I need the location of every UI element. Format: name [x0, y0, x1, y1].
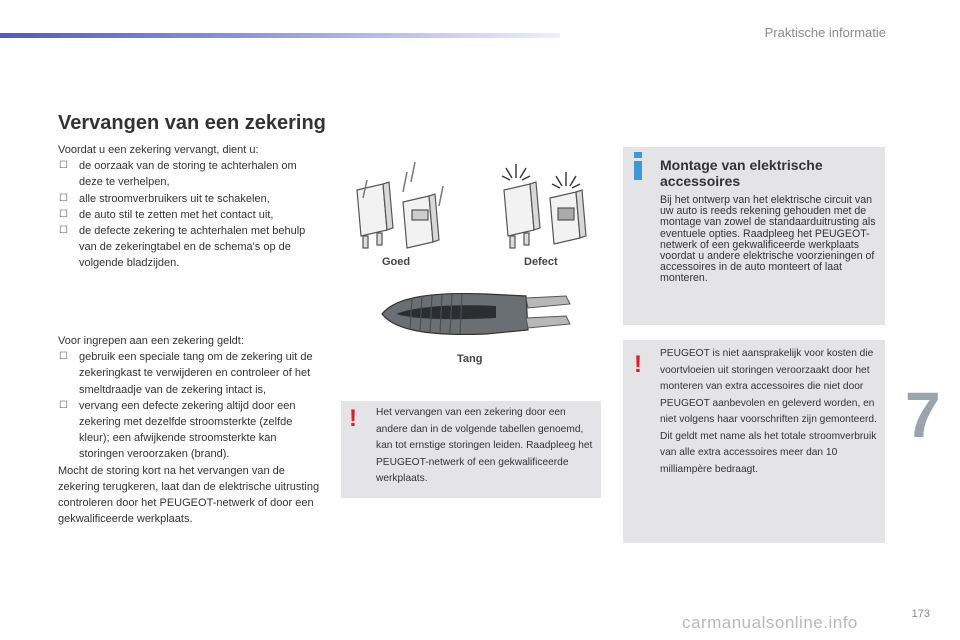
watermark: carmanualsonline.info — [682, 613, 858, 632]
intro-text: Voordat u een zekering vervangt, dient u: — [58, 144, 259, 156]
list-item: ☐ alle stroomverbruikers uit te schakelen, — [59, 192, 270, 205]
section-title: Praktische informatie — [764, 25, 886, 40]
list-item: ☐ vervang een defecte zekering altijd door een zekering met dezelfde stroomsterkte (zelfde kleur); een afwijkende stroomsterkte kan storingen veroorzaken (brand). — [59, 399, 296, 461]
intro2-text: Voor ingrepen aan een zekering geldt: — [58, 335, 244, 347]
list-item: ☐ de defecte zekering te achterhalen met behulp van de zekeringtabel en de schema's op de volgende bladzijden. — [59, 225, 306, 270]
list-item: ☐ gebruik een speciale tang om de zekering uit de zekeringkast te verwijderen en controleer of het smeltdraadje van de zekering intact is, — [59, 351, 313, 396]
warning-text: Het vervangen van een zekering door een andere dan in de volgende tabellen genoemd, kan tot ernstige storingen leiden. Raadpleeg het PEUGEOT-netwerk of een gekwalificeerde werkplaats. — [376, 407, 593, 484]
warning-right-text: PEUGEOT is niet aansprakelijk voor kosten die voortvloeien uit storingen veroorzaakt door het monteren van extra accessoires die niet door PEUGEOT aanbevolen en geleverd worden, en niet volgens haar voorschriften zijn gemonteerd. Dit geldt met name als het totale stroomverbruik van alle extra accessoires meer dan 10 milliampère bedraagt. — [660, 348, 877, 475]
good-fuse-illustration — [345, 160, 455, 255]
warning-icon: ! — [634, 351, 642, 378]
left-column — [58, 142, 320, 272]
list-item: ☐ de auto stil te zetten met het contact uit, — [59, 208, 274, 221]
warning-icon: ! — [349, 405, 357, 432]
list-item: ☐ de oorzaak van de storing te achterhalen om deze te verhelpen, — [59, 160, 297, 189]
bullet-list-1 — [58, 158, 320, 271]
info-icon — [633, 152, 642, 180]
bullet-list-2 — [58, 349, 320, 462]
header-accent-bar — [0, 33, 560, 38]
pliers-label: Tang — [457, 353, 483, 365]
fuse-pliers-illustration — [376, 284, 576, 342]
left-column-2 — [58, 333, 320, 527]
page-title: Vervangen van een zekering — [58, 112, 326, 134]
defect-label: Defect — [524, 256, 558, 268]
info-box-title: Montage van elektrische accessoires — [660, 157, 823, 189]
closing-text: Mocht de storing kort na het vervangen van de zekering terugkeren, laat dan de elektrische uitrusting controleren door het PEUGEOT-netwerk of door een gekwalificeerde werkplaats. — [58, 464, 320, 526]
good-label: Goed — [382, 256, 411, 268]
info-box-text: Bij het ontwerp van het elektrische circuit van uw auto is reeds rekening gehouden met de montage van zowel de standaarduitrusting als eventuele opties. Raadpleeg het PEUGEOT-netwerk of een gekwalificeerde werkplaats voordat u andere elektrische voorzieningen of accessoires in de auto monteert of laat monteren. — [660, 194, 876, 285]
defect-fuse-illustration — [492, 160, 602, 255]
chapter-number: 7 — [905, 379, 941, 451]
page-number: 173 — [911, 608, 930, 620]
